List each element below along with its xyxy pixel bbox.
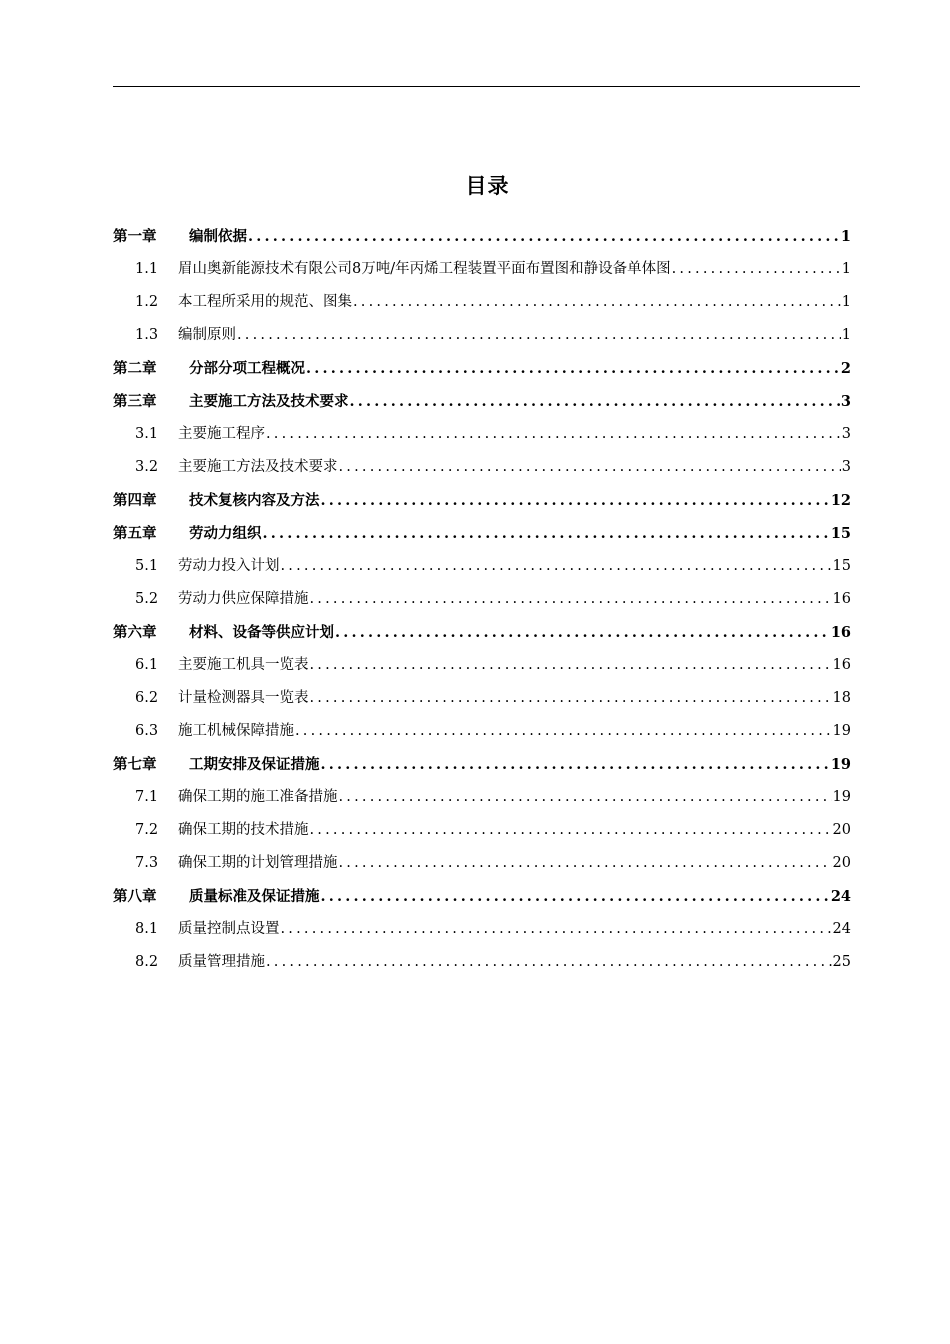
toc-entry-number: 7.3 <box>135 855 159 871</box>
toc-entry-label: 确保工期的计划管理措施 <box>178 855 338 871</box>
toc-entry-number: 6.3 <box>135 723 159 739</box>
toc-entry-page: 16 <box>832 591 851 607</box>
toc-entry-page: 3 <box>841 426 851 442</box>
toc-entry-number: 第七章 <box>113 757 157 773</box>
toc-entry-section-7-3[interactable] <box>113 847 851 880</box>
toc-entry-number: 6.1 <box>135 657 159 673</box>
toc-entry-number: 第三章 <box>113 394 157 410</box>
toc-entry-page: 20 <box>832 855 851 871</box>
toc-entry-chapter-7[interactable] <box>113 748 851 781</box>
toc-entry-page: 16 <box>830 624 851 641</box>
toc-entry-label: 主要施工机具一览表 <box>178 657 309 673</box>
toc-entry-page: 2 <box>840 360 851 377</box>
dot-leader <box>321 880 830 913</box>
toc-entry-page: 18 <box>832 690 851 706</box>
toc-entry-section-6-2[interactable] <box>113 682 851 715</box>
toc-entry-page: 15 <box>832 558 851 574</box>
dot-leader <box>339 451 841 484</box>
dot-leader <box>266 418 841 451</box>
toc-entry-section-8-1[interactable] <box>113 913 851 946</box>
toc-entry-chapter-6[interactable] <box>113 616 851 649</box>
toc-entry-chapter-5[interactable] <box>113 517 851 550</box>
toc-entry-number: 3.1 <box>135 426 159 442</box>
toc-entry-chapter-1[interactable] <box>113 220 851 253</box>
toc-entry-label: 施工机械保障措施 <box>178 723 294 739</box>
toc-entry-page: 24 <box>832 921 851 937</box>
toc-entry-page: 15 <box>830 525 851 542</box>
toc-entry-section-3-2[interactable] <box>113 451 851 484</box>
toc-entry-section-7-1[interactable] <box>113 781 851 814</box>
dot-leader <box>310 649 832 682</box>
dot-leader <box>339 847 832 880</box>
toc-entry-page: 3 <box>840 393 851 410</box>
dot-leader <box>237 319 841 352</box>
dot-leader <box>310 682 832 715</box>
toc-entry-label: 质量标准及保证措施 <box>189 889 320 905</box>
toc-entry-number: 7.2 <box>135 822 159 838</box>
toc-entry-label: 材料、设备等供应计划 <box>189 625 334 641</box>
toc-entry-section-1-1[interactable] <box>113 253 851 286</box>
toc-entry-number: 8.2 <box>135 954 159 970</box>
toc-entry-page: 19 <box>830 756 851 773</box>
toc-entry-label: 编制依据 <box>189 229 247 245</box>
toc-entry-label: 主要施工方法及技术要求 <box>178 459 338 475</box>
toc-entry-page: 19 <box>832 789 851 805</box>
header-rule <box>113 86 860 87</box>
toc-entry-label: 本工程所采用的规范、图集 <box>178 294 352 310</box>
toc-entry-label: 确保工期的施工准备措施 <box>178 789 338 805</box>
toc-entry-label: 分部分项工程概况 <box>189 361 305 377</box>
dot-leader <box>321 484 830 517</box>
toc-entry-label: 计量检测器具一览表 <box>178 690 309 706</box>
toc-entry-label: 劳动力投入计划 <box>178 558 280 574</box>
dot-leader <box>281 550 832 583</box>
dot-leader <box>335 616 830 649</box>
toc-entry-label: 主要施工程序 <box>178 426 265 442</box>
toc-entry-label: 眉山奥新能源技术有限公司8万吨/年丙烯工程装置平面布置图和静设备单体图 <box>178 261 671 277</box>
toc-entry-label: 劳动力供应保障措施 <box>178 591 309 607</box>
toc-entry-page: 12 <box>830 492 851 509</box>
toc-entry-section-1-3[interactable] <box>113 319 851 352</box>
toc-entry-page: 24 <box>830 888 851 905</box>
toc-entry-number: 1.3 <box>135 327 159 343</box>
dot-leader <box>248 220 840 253</box>
toc-entry-page: 25 <box>832 954 851 970</box>
toc-entry-page: 20 <box>832 822 851 838</box>
dot-leader <box>353 286 841 319</box>
toc-entry-number: 3.2 <box>135 459 159 475</box>
toc-entry-label: 工期安排及保证措施 <box>189 757 320 773</box>
toc-entry-number: 5.1 <box>135 558 159 574</box>
dot-leader <box>672 253 841 286</box>
toc-entry-page: 19 <box>832 723 851 739</box>
toc-entry-number: 第一章 <box>113 229 157 245</box>
toc-entry-number: 第五章 <box>113 526 157 542</box>
toc-entry-label: 质量控制点设置 <box>178 921 280 937</box>
toc-entry-number: 第八章 <box>113 889 157 905</box>
toc-entry-label: 确保工期的技术措施 <box>178 822 309 838</box>
toc-entry-section-3-1[interactable] <box>113 418 851 451</box>
toc-entry-chapter-3[interactable] <box>113 385 851 418</box>
toc-entry-number: 第六章 <box>113 625 157 641</box>
toc-entry-section-7-2[interactable] <box>113 814 851 847</box>
dot-leader <box>266 946 832 979</box>
toc-entry-label: 技术复核内容及方法 <box>189 493 320 509</box>
toc-entry-label: 主要施工方法及技术要求 <box>189 394 349 410</box>
toc-entry-page: 16 <box>832 657 851 673</box>
toc-entry-number: 7.1 <box>135 789 159 805</box>
page-title: 目录 <box>465 174 510 198</box>
toc-entry-page: 1 <box>841 294 851 310</box>
toc-entry-page: 1 <box>841 261 851 277</box>
toc-entry-section-6-3[interactable] <box>113 715 851 748</box>
dot-leader <box>263 517 830 550</box>
dot-leader <box>321 748 830 781</box>
dot-leader <box>310 583 832 616</box>
dot-leader <box>306 352 840 385</box>
toc-entry-chapter-4[interactable] <box>113 484 851 517</box>
table-of-contents <box>113 220 851 979</box>
toc-entry-section-6-1[interactable] <box>113 649 851 682</box>
toc-entry-number: 1.1 <box>135 261 159 277</box>
toc-entry-section-5-1[interactable] <box>113 550 851 583</box>
toc-entry-section-5-2[interactable] <box>113 583 851 616</box>
toc-entry-section-1-2[interactable] <box>113 286 851 319</box>
toc-entry-number: 1.2 <box>135 294 159 310</box>
toc-entry-label: 编制原则 <box>178 327 236 343</box>
toc-entry-chapter-2[interactable] <box>113 352 851 385</box>
dot-leader <box>339 781 832 814</box>
dot-leader <box>295 715 832 748</box>
toc-entry-page: 1 <box>840 228 851 245</box>
toc-entry-number: 8.1 <box>135 921 159 937</box>
dot-leader <box>350 385 840 418</box>
dot-leader <box>310 814 832 847</box>
toc-entry-section-8-2[interactable] <box>113 946 851 979</box>
toc-entry-number: 5.2 <box>135 591 159 607</box>
toc-entry-page: 3 <box>841 459 851 475</box>
toc-entry-chapter-8[interactable] <box>113 880 851 913</box>
dot-leader <box>281 913 832 946</box>
toc-entry-number: 第二章 <box>113 361 157 377</box>
toc-entry-number: 第四章 <box>113 493 157 509</box>
toc-entry-label: 质量管理措施 <box>178 954 265 970</box>
toc-entry-number: 6.2 <box>135 690 159 706</box>
toc-entry-page: 1 <box>841 327 851 343</box>
toc-entry-label: 劳动力组织 <box>189 526 262 542</box>
